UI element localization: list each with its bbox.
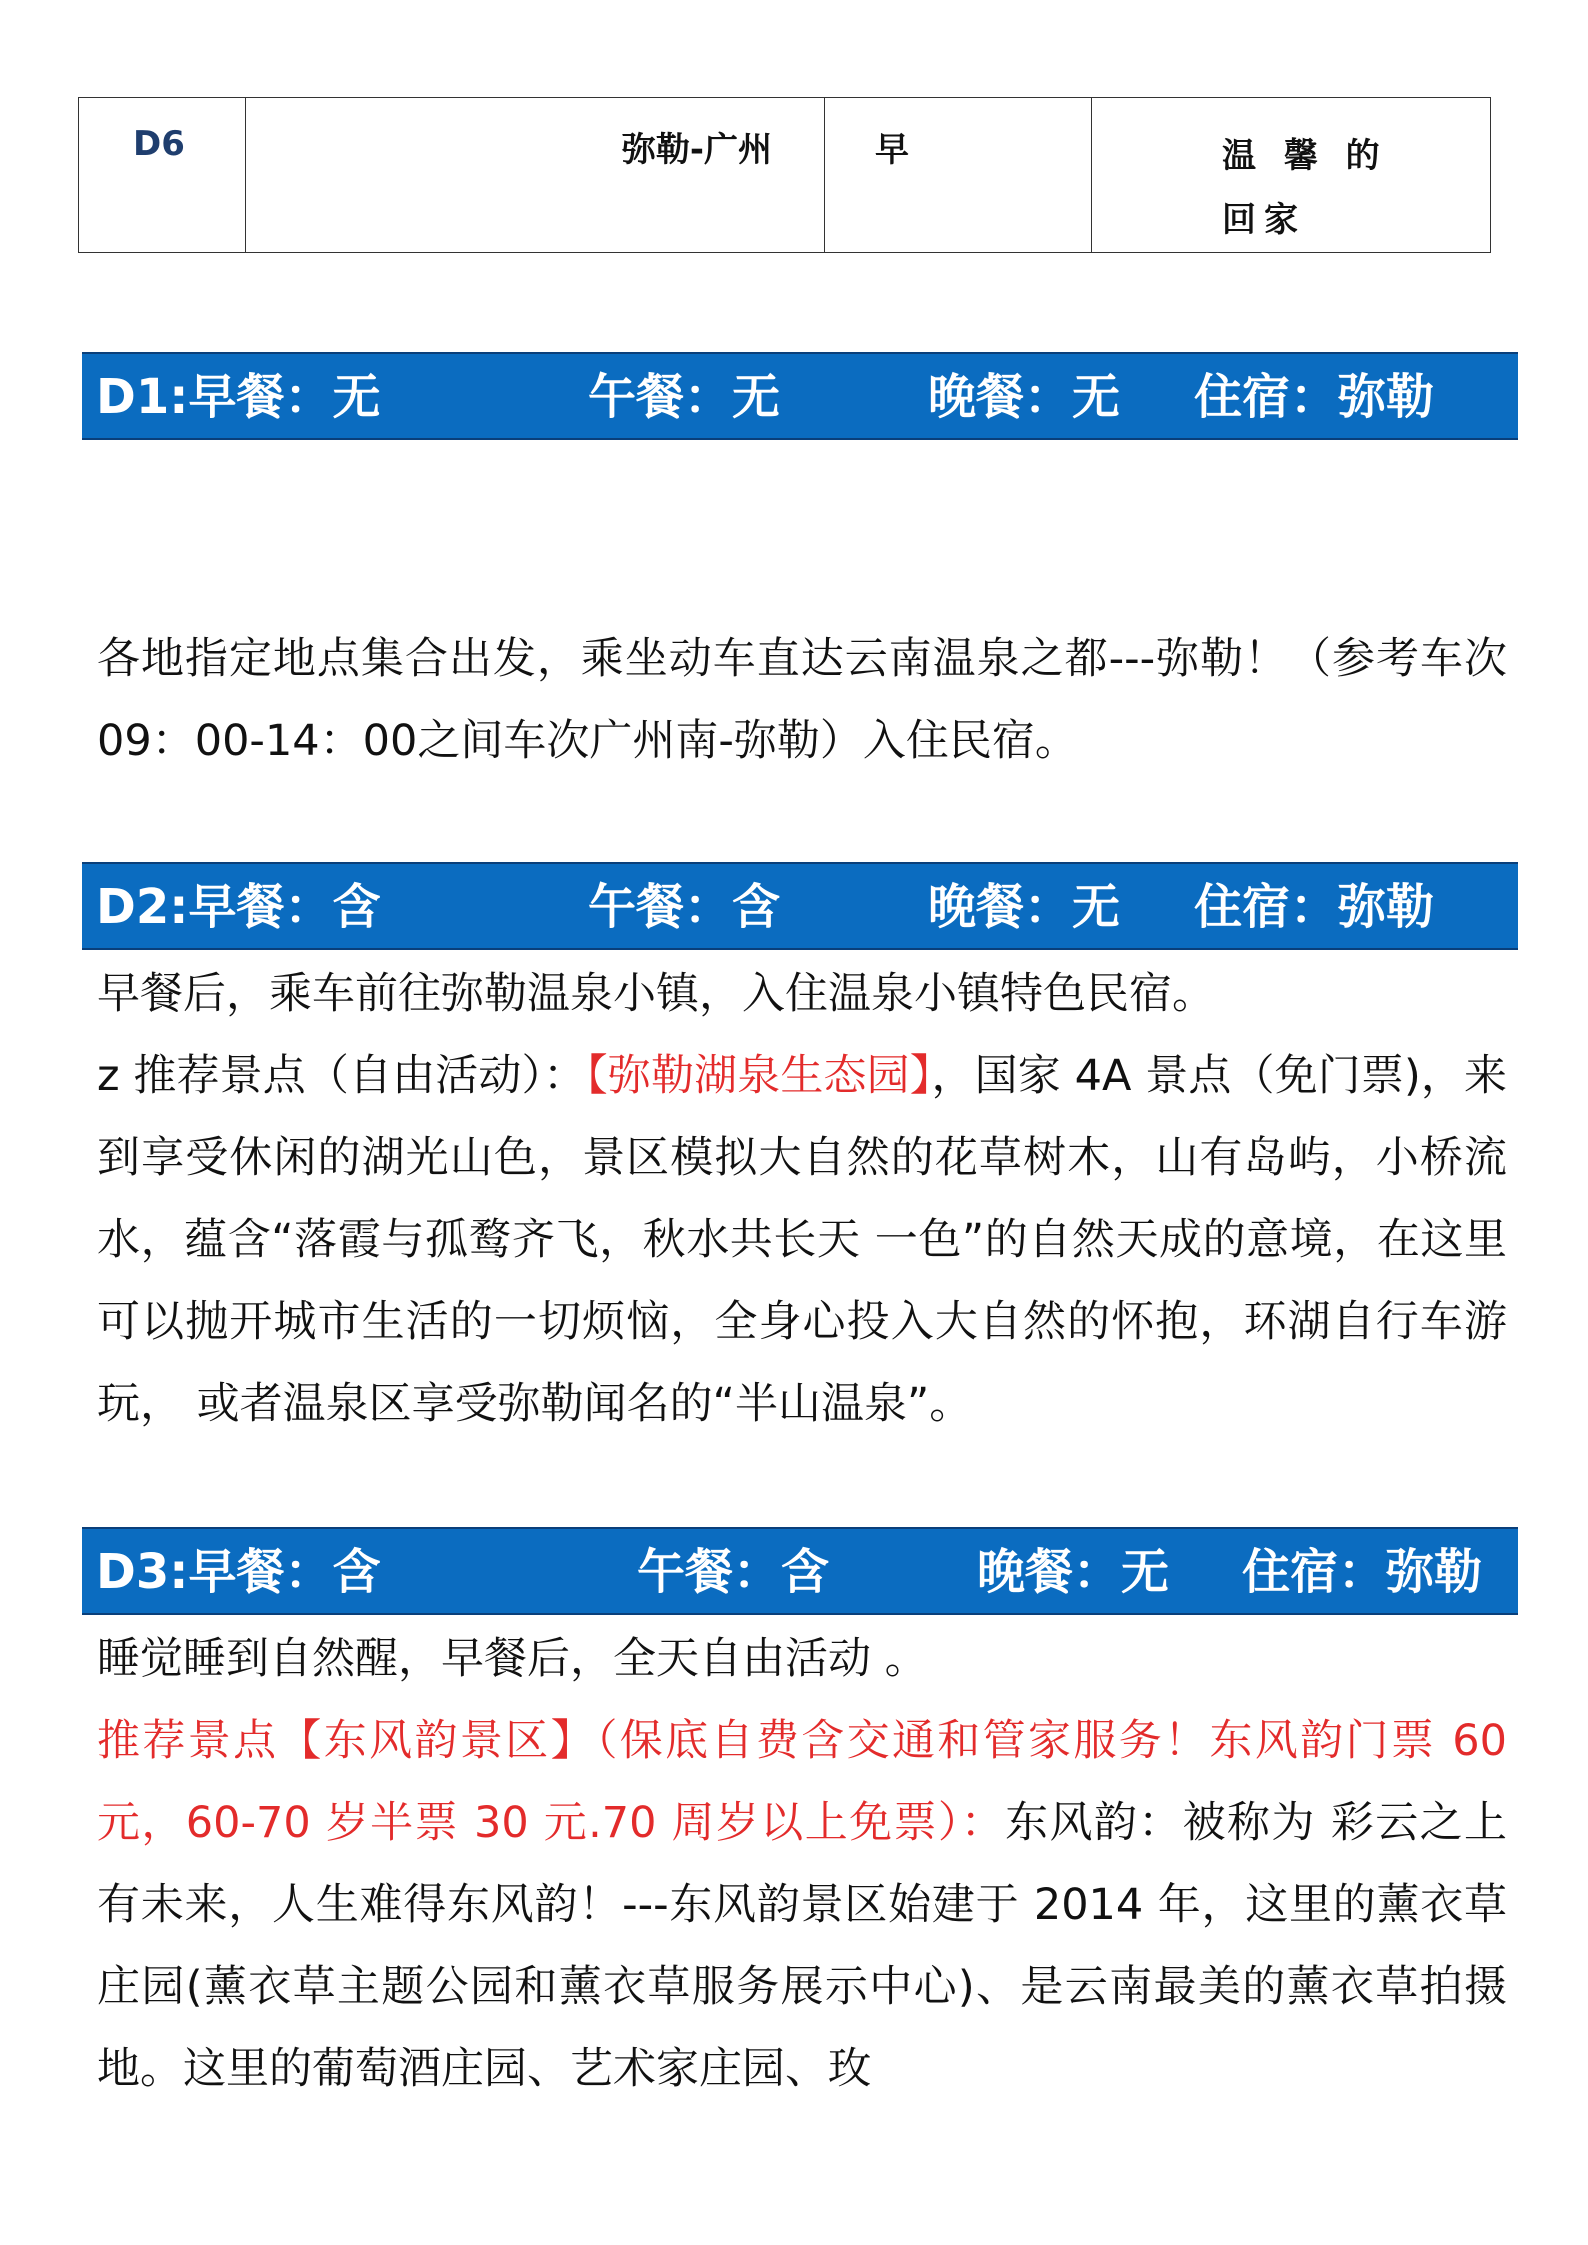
hotel-cell [1092, 98, 1491, 253]
day-1-header [82, 352, 1518, 440]
day-3-lunch: 午餐：含 [637, 1544, 830, 1600]
day-2-breakfast: D2:早餐：含 [96, 879, 381, 935]
table-row [79, 98, 1491, 253]
day-1-stay: 住宿：弥勒 [1194, 369, 1435, 425]
day-2-attraction-text: ，国家 4A 景点（免门票)，来到享受休闲的湖光山色，景区模拟大自然的花草树木，山有岛屿，小桥流水，蕴含“落霞与孤鹜齐飞，秋水共长天 一色”的自然天成的意境，在这里可以抛开城市生活的一切烦恼，全身心投入大自然的怀抱，环湖自行车游玩， 或者温泉区享受弥勒闻名的“半山温泉”。 [97, 1051, 1507, 1429]
day-1-dinner: 晚餐：无 [928, 369, 1121, 425]
day-3-intro: 睡觉睡到自然醒，早餐后，全天自由活动 。 [97, 1634, 928, 1684]
day-2-intro: 早餐后，乘车前往弥勒温泉小镇，入住温泉小镇特色民宿。 [97, 969, 1215, 1019]
itinerary-table [78, 97, 1491, 253]
day-3-stay: 住宿：弥勒 [1242, 1544, 1483, 1600]
meal-cell: 早 [825, 98, 1092, 253]
day-2-lunch: 午餐：含 [588, 879, 781, 935]
day-2-attraction-name: 【弥勒湖泉生态园】 [586, 1051, 932, 1101]
day-2-header [82, 862, 1518, 950]
day-3-recommendation: 推荐景点【东风韵景区】（保底自费含交通和管家服务！东风韵门票 60 元，60-70 岁半票 30 元.70 周岁以上免票）： [97, 1716, 1507, 1848]
day-2-dinner: 晚餐：无 [928, 879, 1121, 935]
day-1-lunch: 午餐：无 [588, 369, 781, 425]
hotel-line-2: 回家 [1222, 200, 1306, 240]
day-3-dinner: 晚餐：无 [977, 1544, 1170, 1600]
hotel-line-1: 温 馨 的 [1222, 136, 1388, 176]
day-2-description [97, 1035, 1507, 1445]
day-3-attraction-text: 东风韵：被称为 彩云之上有未来，人生难得东风韵！---东风韵景区始建于 2014 年，这里的薰衣草庄园(薰衣草主题公园和薰衣草服务展示中心)、是云南最美的薰衣草拍摄地。这里的葡萄酒庄园、艺术家庄园、玫 [97, 1798, 1507, 2094]
day-3-header [82, 1527, 1518, 1615]
day-cell: D6 [79, 98, 246, 253]
day-2-recommend-prefix: z 推荐景点（自由活动）： [97, 1051, 587, 1101]
day-1-breakfast: D1:早餐：无 [96, 369, 381, 425]
route-cell: 弥勒-广州 [246, 98, 825, 253]
day-1-description: 各地指定地点集合出发，乘坐动车直达云南温泉之都---弥勒！（参考车次09：00-14：00之间车次广州南-弥勒）入住民宿。 [97, 634, 1507, 766]
day-2-stay: 住宿：弥勒 [1194, 879, 1435, 935]
day-3-description [97, 1700, 1507, 2110]
day-3-breakfast: D3:早餐：含 [96, 1544, 381, 1600]
